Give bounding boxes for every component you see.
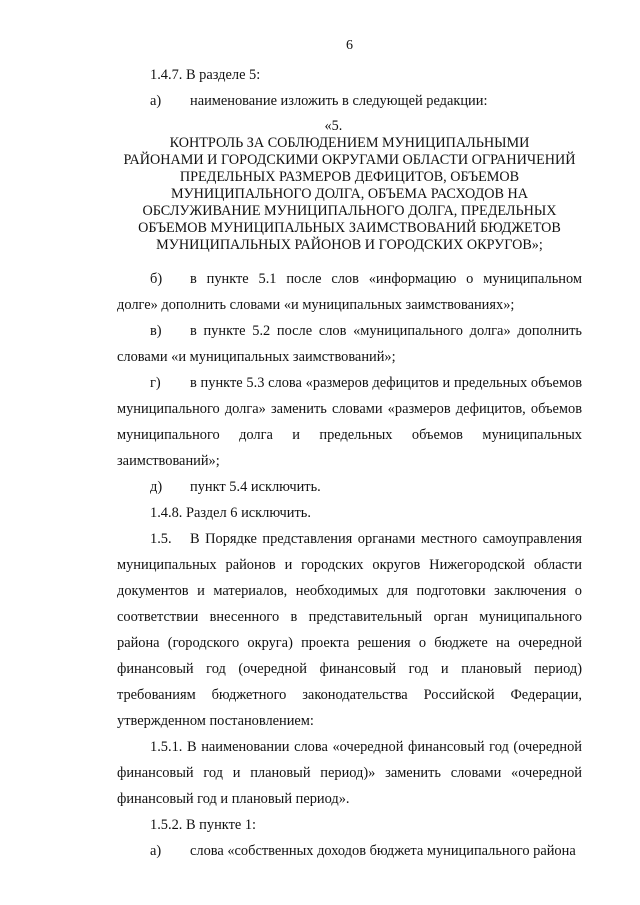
list-item-a-2 xyxy=(117,838,582,864)
list-text: наименование изложить в следующей редакции: xyxy=(190,93,488,109)
list-marker: в) xyxy=(150,323,162,339)
caps-line-1: «5. КОНТРОЛЬ ЗА СОБЛЮДЕНИЕМ МУНИЦИПАЛЬНЫМИ xyxy=(169,118,530,151)
paragraph-1-5 xyxy=(117,526,582,734)
paragraph-marker: 1.5. xyxy=(150,531,172,547)
caps-line-4: МУНИЦИПАЛЬНОГО ДОЛГА, ОБЪЕМА РАСХОДОВ НА xyxy=(170,186,528,202)
caps-line-6: ОБЪЕМОВ МУНИЦИПАЛЬНЫХ ЗАИМСТВОВАНИЙ БЮДЖЕТОВ xyxy=(138,220,561,236)
list-text: в пункте 5.2 после слов «муниципального долга» дополнить словами «и муниципальных заимствований»; xyxy=(117,323,582,365)
caps-marker: «5. xyxy=(324,118,343,134)
page-number: 6 xyxy=(346,38,353,53)
paragraph-1-5-1: 1.5.1. В наименовании слова «очередной финансовый год (очередной финансовый год и плановый период)» заменить словами «очередной финансовый год и плановый период». xyxy=(117,739,582,807)
list-item-g xyxy=(117,370,582,474)
list-item-b xyxy=(117,266,582,318)
list-item-a xyxy=(117,88,582,114)
caps-line-2: РАЙОНАМИ И ГОРОДСКИМИ ОКРУГАМИ ОБЛАСТИ ОГРАНИЧЕНИЙ xyxy=(123,152,576,168)
list-marker: а) xyxy=(150,843,162,859)
list-item-d xyxy=(117,474,582,500)
paragraph-1-4-7: 1.4.7. В разделе 5: xyxy=(150,67,261,83)
list-marker: б) xyxy=(150,271,163,287)
list-marker: а) xyxy=(150,93,162,109)
list-text: в пункте 5.1 после слов «информацию о муниципальном долге» дополнить словами «и муниципальных заимствованиях»; xyxy=(117,271,582,313)
list-marker: д) xyxy=(150,479,163,495)
list-text: в пункте 5.3 слова «размеров дефицитов и предельных объемов муниципального долга» заменить словами «размеров дефицитов, объемов муниципального долга и предельных объемов муниципальных заимствований»; xyxy=(117,375,582,469)
caps-line-3: ПРЕДЕЛЬНЫХ РАЗМЕРОВ ДЕФИЦИТОВ, ОБЪЕМОВ xyxy=(179,169,520,185)
list-marker: г) xyxy=(150,375,161,391)
list-item-v xyxy=(117,318,582,370)
paragraph-1-4-8: 1.4.8. Раздел 6 исключить. xyxy=(150,505,311,521)
caps-line-7: МУНИЦИПАЛЬНЫХ РАЙОНОВ И ГОРОДСКИХ ОКРУГОВ»; xyxy=(156,237,543,253)
list-text: пункт 5.4 исключить. xyxy=(190,479,321,495)
list-text: слова «собственных доходов бюджета муниципального района xyxy=(190,843,576,859)
caps-line-5: ОБСЛУЖИВАНИЕ МУНИЦИПАЛЬНОГО ДОЛГА, ПРЕДЕЛЬНЫХ xyxy=(142,203,557,219)
section-heading-caps xyxy=(117,118,582,254)
paragraph-1-5-2: 1.5.2. В пункте 1: xyxy=(150,817,257,833)
paragraph-text: В Порядке представления органами местного самоуправления муниципальных районов и городских округов Нижегородской области документов и материалов, необходимых для подготовки заключения о соответствии внесенного в представительный орган муниципального района (городского округа) проекта решения о бюджете на очередной финансовый год (очередной финансовый год и плановый период) требованиям бюджетного законодательства Российской Федерации, утвержденном постановлением: xyxy=(117,531,582,729)
